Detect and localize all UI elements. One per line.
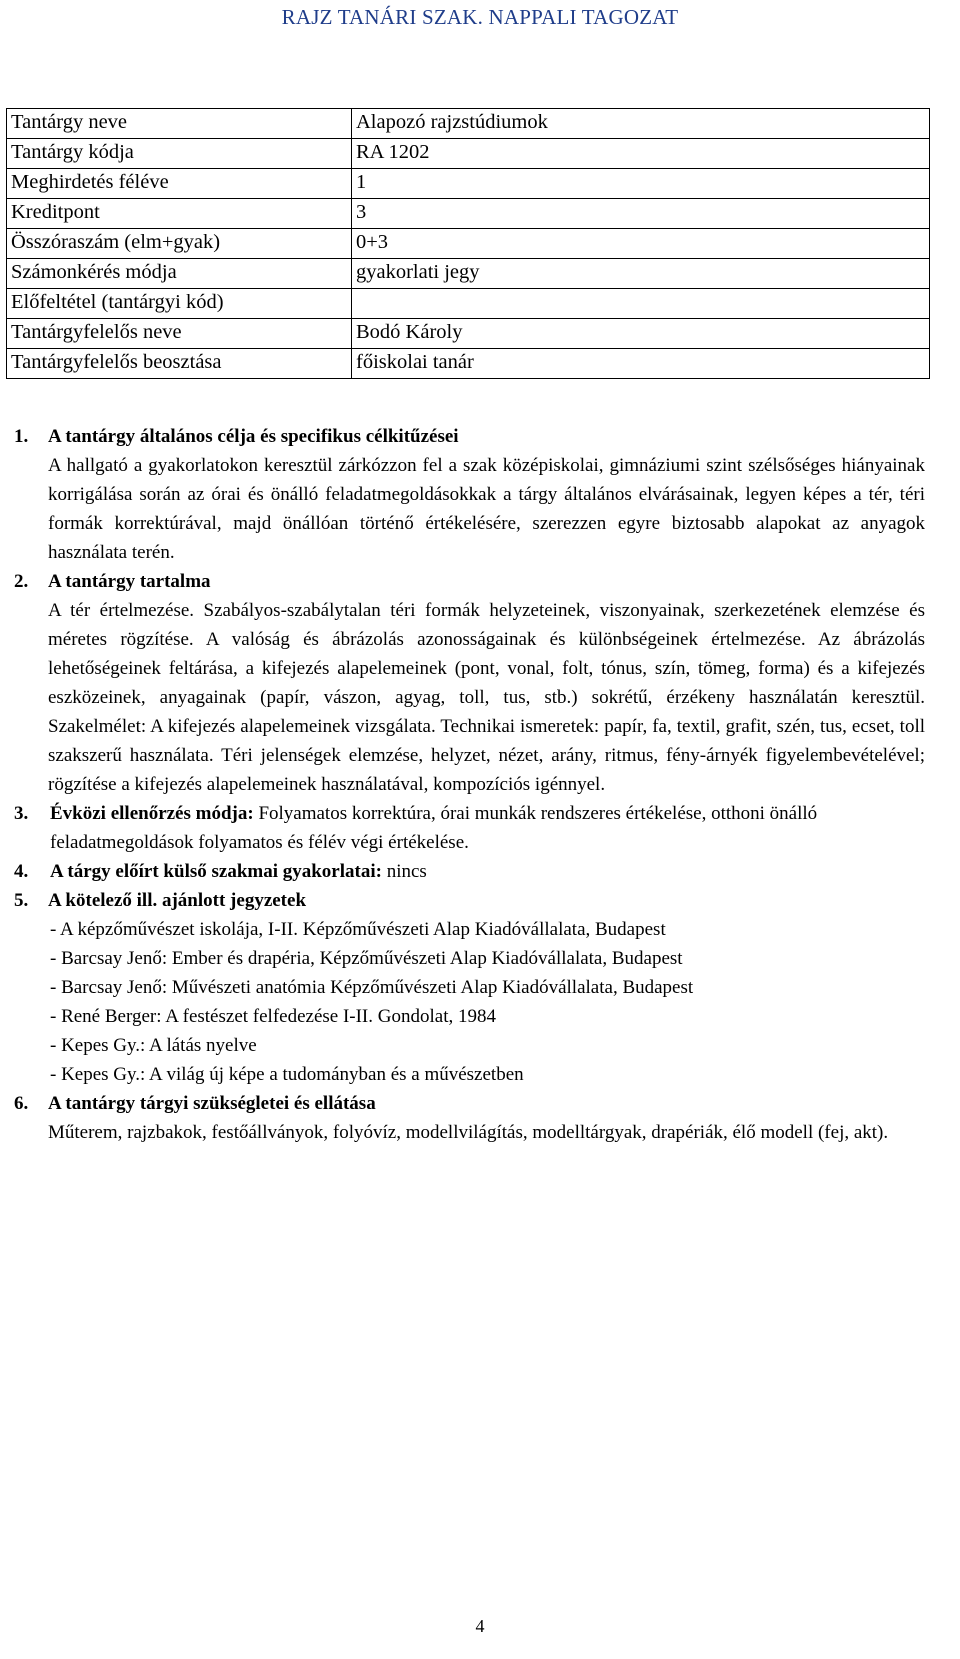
table-label-cell: Előfeltétel (tantárgyi kód) (7, 289, 352, 319)
list-item: - René Berger: A festészet felfedezése I-II. Gondolat, 1984 (50, 1006, 496, 1027)
section-number: 2. (14, 571, 29, 592)
table-value-cell: gyakorlati jegy (352, 259, 930, 289)
section-title: A tantárgy általános célja és specifikus célkitűzései (48, 426, 459, 447)
list-item: - Barcsay Jenő: Ember és drapéria, Képzőművészeti Alap Kiadóvállalata, Budapest (50, 948, 683, 969)
page-number: 4 (475, 1616, 485, 1636)
table-label-cell: Összóraszám (elm+gyak) (7, 229, 352, 259)
table-row (7, 259, 930, 289)
table-row (7, 319, 930, 349)
header-title: RAJZ TANÁRI SZAK. NAPPALI TAGOZAT (281, 5, 679, 29)
list-item: - Kepes Gy.: A látás nyelve (50, 1035, 257, 1056)
section-body: Műterem, rajzbakok, festőállványok, folyóvíz, modellvilágítás, modelltárgyak, drapériák, élő modell (fej, akt). (48, 1122, 889, 1143)
list-item: - Kepes Gy.: A világ új képe a tudományban és a művészetben (50, 1064, 524, 1085)
table-row (7, 169, 930, 199)
section-title: A tárgy előírt külső szakmai gyakorlatai: (50, 861, 382, 882)
reference-list (12, 915, 925, 1089)
list-item: - A képzőművészet iskolája, I-II. Képzőművészeti Alap Kiadóvállalata, Budapest (50, 919, 666, 940)
table-value-cell: 1 (352, 169, 930, 199)
section-assessment (14, 799, 925, 857)
section-title: A kötelező ill. ajánlott jegyzetek (48, 890, 307, 911)
table-label-cell: Tantárgyfelelős neve (7, 319, 352, 349)
section-body: A hallgató a gyakorlatokon keresztül zárkózzon fel a szak középiskolai, gimnáziumi szint szélsőséges hiányainak korrigálása során az órai és önálló feladatmegoldásokkak a tárgy általános elvárásainak, legyen képes a tér, téri formák korrektúrával, majd önállóan történő értékelésére, szerezzen egyre biztosabb alapokat az anyagok használata terén. (48, 455, 925, 563)
section-title: Évközi ellenőrzés módja: (50, 803, 254, 824)
section-body: A tér értelmezése. Szabályos-szabálytalan téri formák helyzeteinek, viszonyainak, szerkezetének elemzése és méretes rögzítése. A valóság és ábrázolás azonosságainak és különbségeinek értelmezése. Az ábrázolás lehetőségeinek feltárása, a kifejezés alapelemeinek (pont, vonal, folt, tónus, szín, tömeg, forma) és a kifejezés eszközeinek, anyagainak (papír, vászon, agyag, toll, tus, stb.) sokrétű, érzékeny használatán keresztül. Szakelmélet: A kifejezés alapelemeinek vizsgálata. Technikai ismeretek: papír, fa, textil, grafit, szén, tus, ecset, toll szakszerű használata. Téri jelenségek elemzése, helyzet, nézet, arány, ritmus, fény-árnyék figyelembevételével; rögzítése a kifejezés alapelemeinek használatával, kompozíciós igénnyel. (48, 600, 925, 795)
section-number: 6. (14, 1093, 29, 1114)
section-heading (12, 886, 925, 915)
table-row (7, 199, 930, 229)
table-label-cell: Tantárgy kódja (7, 139, 352, 169)
table-value-cell: főiskolai tanár (352, 349, 930, 379)
table-value-cell: Alapozó rajzstúdiumok (352, 109, 930, 139)
table-value-cell: RA 1202 (352, 139, 930, 169)
course-description (12, 422, 925, 1147)
table-row (7, 139, 930, 169)
section-number: 1. (14, 426, 29, 447)
table-value-cell: 3 (352, 199, 930, 229)
section-content (12, 567, 925, 799)
section-title: A tantárgy tárgyi szükségletei és ellátása (48, 1093, 376, 1114)
table-row (7, 289, 930, 319)
section-heading (12, 567, 925, 596)
section-title: A tantárgy tartalma (48, 571, 211, 592)
section-number: 3. (14, 803, 29, 824)
table-value-cell: 0+3 (352, 229, 930, 259)
section-references (12, 886, 925, 1089)
section-heading (12, 1089, 925, 1118)
section-number: 5. (14, 890, 29, 911)
table-value-cell: Bodó Károly (352, 319, 930, 349)
table-row (7, 349, 930, 379)
section-body: nincs (381, 861, 427, 882)
section-heading (12, 422, 925, 451)
table-value-cell (352, 289, 930, 319)
section-requirements (12, 1089, 925, 1147)
course-info-table (6, 108, 930, 379)
table-label-cell: Kreditpont (7, 199, 352, 229)
section-practice (14, 857, 925, 886)
table-label-cell: Tantárgy neve (7, 109, 352, 139)
section-goals (12, 422, 925, 567)
table-row (7, 229, 930, 259)
table-label-cell: Meghirdetés féléve (7, 169, 352, 199)
page-header (0, 3, 960, 31)
table-label-cell: Tantárgyfelelős beosztása (7, 349, 352, 379)
list-item: - Barcsay Jenő: Művészeti anatómia Képzőművészeti Alap Kiadóvállalata, Budapest (50, 977, 694, 998)
section-number: 4. (14, 861, 29, 882)
table-row (7, 109, 930, 139)
section-body: Folyamatos korrektúra, órai munkák rendszeres értékelése, otthoni önálló feladatmegoldások folyamatos és félév végi értékelése. (50, 803, 818, 853)
table-label-cell: Számonkérés módja (7, 259, 352, 289)
